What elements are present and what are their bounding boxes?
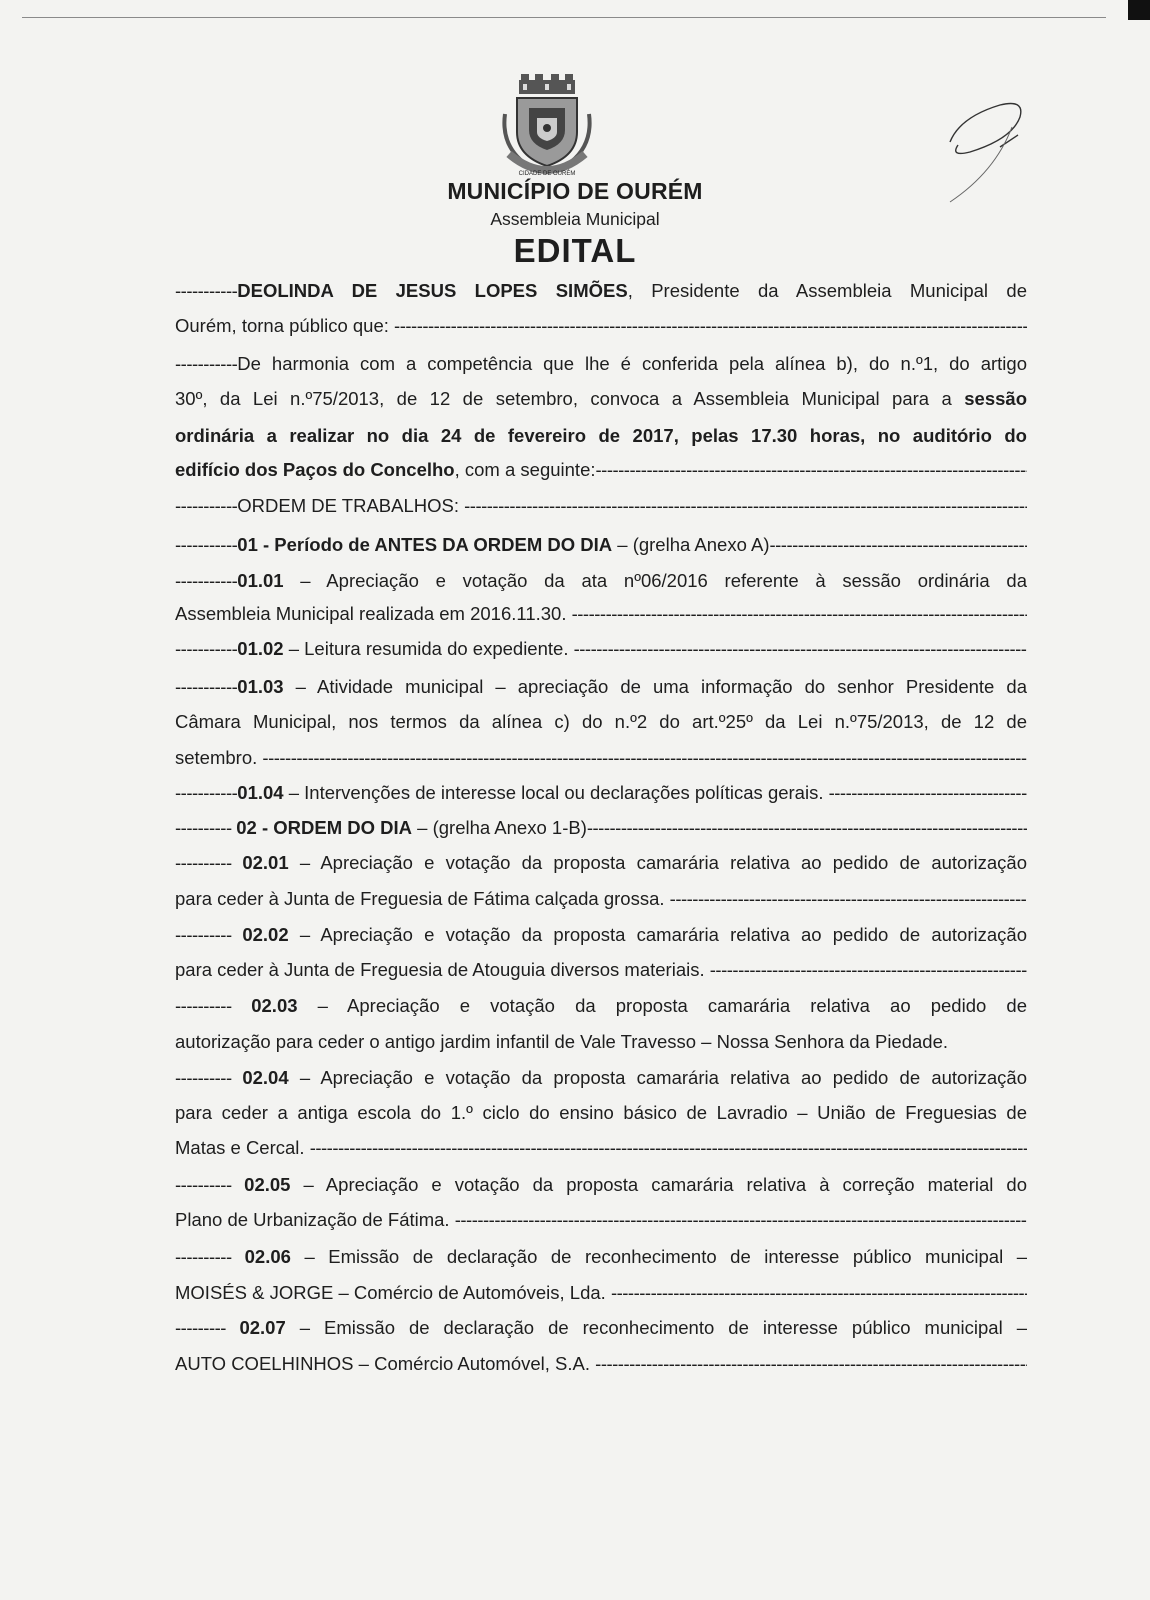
- agenda-item-02-02: para ceder à Junta de Freguesia de Atouguia diversos materiais. -----: [175, 958, 1027, 982]
- agenda-item-02-01: para ceder à Junta de Freguesia de Fátima calçada grossa. -----: [175, 887, 1027, 911]
- top-rule: [22, 17, 1106, 18]
- agenda-item-01-02: -----------01.02 – Leitura resumida do expediente. -----: [175, 637, 1027, 661]
- paragraph-line: Ourém, torna público que: -----: [175, 314, 1027, 338]
- agenda-item-02-04: ---------- 02.04 – Apreciação e votação da proposta camarária relativa ao pedido de autorização: [175, 1067, 1027, 1088]
- agenda-item-02-01: ---------- 02.01 – Apreciação e votação da proposta camarária relativa ao pedido de autorização: [175, 852, 1027, 873]
- paragraph-line: edifício dos Paços do Concelho, com a seguinte: -----: [175, 458, 1027, 482]
- paragraph-line: 30º, da Lei n.º75/2013, de 12 de setembro, convoca a Assembleia Municipal para a sessão: [175, 388, 1027, 409]
- agenda-item-01-01: -----------01.01 – Apreciação e votação da ata nº06/2016 referente à sessão ordinária da: [175, 570, 1027, 591]
- section-02-heading: ---------- 02 - ORDEM DO DIA – (grelha Anexo 1-B) -----: [175, 816, 1027, 840]
- agenda-item-02-04: Matas e Cercal. -----: [175, 1136, 1027, 1160]
- paragraph-line: -----------De harmonia com a competência que lhe é conferida pela alínea b), do n.º1, do artigo: [175, 353, 1027, 374]
- municipal-coat-of-arms-icon: [499, 74, 595, 184]
- agenda-item-02-07: --------- 02.07 – Emissão de declaração de reconhecimento de interesse público municipal –: [175, 1317, 1027, 1338]
- agenda-item-01-03: -----------01.03 – Atividade municipal – apreciação de uma informação do senhor Presidente da: [175, 676, 1027, 697]
- section-01-heading: -----------01 - Período de ANTES DA ORDEM DO DIA – (grelha Anexo A) -----: [175, 533, 1027, 557]
- corner-scan-mark: [1128, 0, 1150, 20]
- agenda-item-02-06: MOISÉS & JORGE – Comércio de Automóveis, Lda. -----: [175, 1281, 1027, 1305]
- agenda-item-01-03: Câmara Municipal, nos termos da alínea c) do n.º2 do art.º25º da Lei n.º75/2013, de 12 de: [175, 711, 1027, 732]
- agenda-item-02-06: ---------- 02.06 – Emissão de declaração de reconhecimento de interesse público municipal –: [175, 1246, 1027, 1267]
- agenda-item-02-02: ---------- 02.02 – Apreciação e votação da proposta camarária relativa ao pedido de autorização: [175, 924, 1027, 945]
- president-name: DEOLINDA DE JESUS LOPES SIMÕES: [237, 280, 628, 301]
- municipality-title: MUNICÍPIO DE OURÉM: [447, 178, 703, 204]
- agenda-item-01-01: Assembleia Municipal realizada em 2016.11.30. -----: [175, 602, 1027, 626]
- document-type-title: EDITAL: [513, 232, 637, 269]
- paragraph-line: ordinária a realizar no dia 24 de fevereiro de 2017, pelas 17.30 horas, no auditório do: [175, 425, 1027, 446]
- assembly-subtitle: Assembleia Municipal: [490, 209, 660, 229]
- agenda-item-02-03: ---------- 02.03 – Apreciação e votação da proposta camarária relativa ao pedido de: [175, 995, 1027, 1016]
- agenda-item-02-04: para ceder a antiga escola do 1.º ciclo do ensino básico de Lavradio – União de Freguesias de: [175, 1102, 1027, 1123]
- svg-text:CIDADE DE OURÉM: CIDADE DE OURÉM: [518, 171, 576, 177]
- agenda-heading: -----------ORDEM DE TRABALHOS: -----: [175, 494, 1027, 518]
- agenda-item-01-04: -----------01.04 – Intervenções de interesse local ou declarações políticas gerais. -----: [175, 781, 1027, 805]
- agenda-item-02-07: AUTO COELHINHOS – Comércio Automóvel, S.A. -----: [175, 1352, 1027, 1376]
- agenda-item-01-03: setembro. -----: [175, 746, 1027, 770]
- agenda-item-02-05: ---------- 02.05 – Apreciação e votação da proposta camarária relativa à correção material do: [175, 1174, 1027, 1195]
- agenda-item-02-05: Plano de Urbanização de Fátima. -----: [175, 1208, 1027, 1232]
- agenda-item-02-03: autorização para ceder o antigo jardim infantil de Vale Travesso – Nossa Senhora da Piedade.: [175, 1031, 949, 1052]
- paragraph-line: -----------DEOLINDA DE JESUS LOPES SIMÕES, Presidente da Assembleia Municipal de: [175, 280, 1027, 301]
